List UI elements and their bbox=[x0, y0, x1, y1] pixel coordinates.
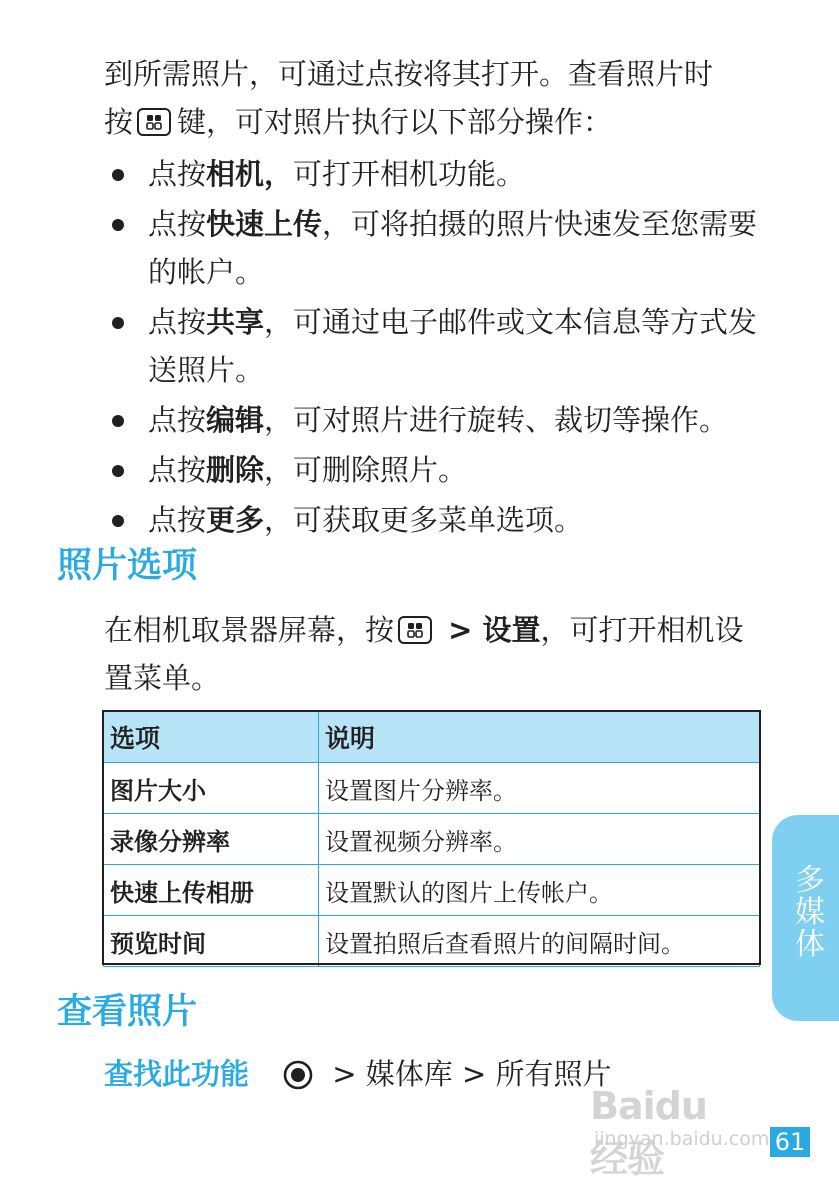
table-row bbox=[104, 865, 760, 916]
option-description: 设置默认的图片上传帐户。 bbox=[319, 865, 760, 916]
action-name: 共享 bbox=[206, 305, 265, 339]
table-row bbox=[104, 763, 760, 814]
column-header: 选项 bbox=[104, 712, 319, 763]
options-table bbox=[103, 711, 760, 967]
settings-path: > 设置 bbox=[438, 613, 541, 647]
center-key-icon bbox=[283, 1058, 313, 1102]
action-name: 编辑 bbox=[206, 403, 265, 437]
intro-line1: 到所需照片，可通过点按将其打开。查看照片时 bbox=[104, 57, 714, 91]
action-list bbox=[104, 150, 784, 546]
bullet-icon bbox=[112, 219, 124, 231]
settings-paragraph: 在相机取景器屏幕，按 > 设置，可打开相机设置菜单。 bbox=[104, 613, 744, 695]
page-number: 61 bbox=[770, 1127, 810, 1157]
option-name: 快速上传相册 bbox=[104, 865, 319, 916]
section-side-tab bbox=[772, 815, 839, 1021]
menu-key-icon bbox=[137, 108, 171, 136]
option-description: 设置视频分辨率。 bbox=[319, 814, 760, 865]
find-feature-path: > 媒体库 > 所有照片 bbox=[323, 1057, 612, 1091]
action-name: 更多 bbox=[206, 503, 265, 537]
action-name: 删除 bbox=[206, 453, 265, 487]
option-description: 设置图片分辨率。 bbox=[319, 763, 760, 814]
intro-line2-before: 按 bbox=[104, 105, 134, 139]
bullet-icon bbox=[112, 169, 124, 181]
side-tab-label: 多媒体 bbox=[795, 863, 825, 962]
option-description: 设置拍照后查看照片的间隔时间。 bbox=[319, 916, 760, 967]
bullet-icon bbox=[112, 415, 124, 427]
action-name: 相机， bbox=[206, 157, 294, 191]
section-heading-view-photos: 查看照片 bbox=[57, 991, 198, 1032]
table-header-row bbox=[104, 712, 760, 763]
option-name: 录像分辨率 bbox=[104, 814, 319, 865]
list-item: 点按更多，可获取更多菜单选项。 bbox=[104, 496, 784, 544]
list-item: 点按相机，可打开相机功能。 bbox=[104, 150, 784, 198]
section-heading-photo-options: 照片选项 bbox=[57, 545, 198, 586]
watermark-logo: Baidu经验 bbox=[590, 1084, 707, 1181]
intro-paragraph bbox=[104, 50, 764, 146]
table-row bbox=[104, 916, 760, 967]
column-header: 说明 bbox=[319, 712, 760, 763]
option-name: 图片大小 bbox=[104, 763, 319, 814]
bullet-icon bbox=[112, 465, 124, 477]
find-feature-row bbox=[104, 1052, 612, 1102]
watermark-url: jingyan.baidu.com bbox=[594, 1128, 770, 1150]
bullet-icon bbox=[112, 515, 124, 527]
list-item: 点按删除，可删除照片。 bbox=[104, 446, 784, 494]
bullet-icon bbox=[112, 317, 124, 329]
menu-key-icon bbox=[398, 616, 432, 644]
intro-line2-after: 键，可对照片执行以下部分操作： bbox=[177, 105, 613, 139]
list-item: 点按编辑，可对照片进行旋转、裁切等操作。 bbox=[104, 396, 784, 444]
list-item: 点按快速上传，可将拍摄的照片快速发至您需要的帐户。 bbox=[104, 200, 784, 296]
table-row bbox=[104, 814, 760, 865]
option-name: 预览时间 bbox=[104, 916, 319, 967]
list-item: 点按共享，可通过电子邮件或文本信息等方式发送照片。 bbox=[104, 298, 784, 394]
find-feature-label: 查找此功能 bbox=[104, 1057, 250, 1091]
action-name: 快速上传 bbox=[206, 207, 323, 241]
